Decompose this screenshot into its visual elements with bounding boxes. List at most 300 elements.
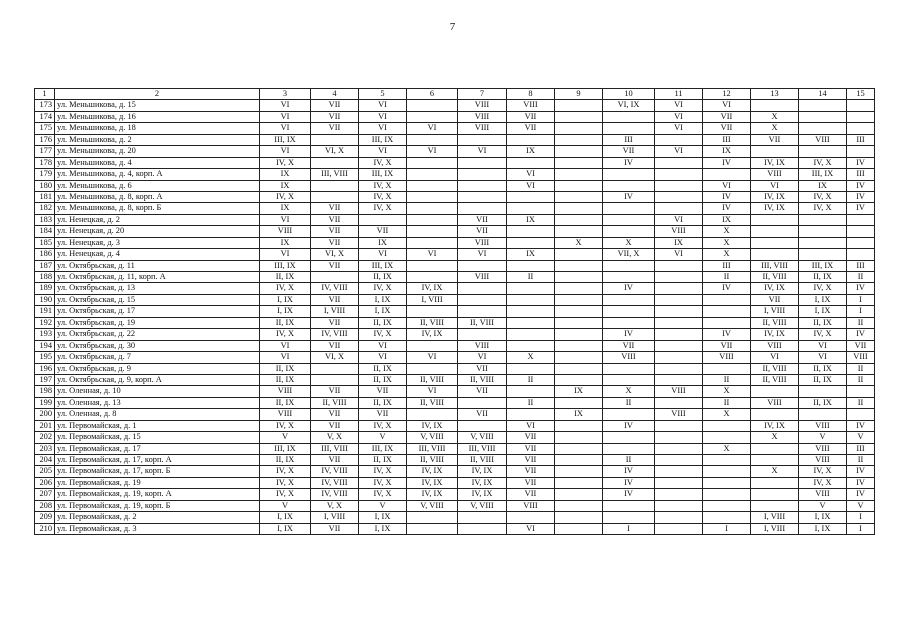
table-cell: 187 xyxy=(35,260,55,271)
table-cell: VIII xyxy=(603,352,655,363)
table-cell xyxy=(555,214,603,225)
table-cell: VII xyxy=(311,226,359,237)
table-cell xyxy=(555,455,603,466)
table-cell: VI xyxy=(507,180,555,191)
table-cell: IV, IX xyxy=(751,157,799,168)
table-cell xyxy=(751,237,799,248)
table-cell: IV xyxy=(603,477,655,488)
table-cell: VIII xyxy=(847,352,875,363)
table-cell: 194 xyxy=(35,340,55,351)
table-cell: 181 xyxy=(35,191,55,202)
table-cell: ул. Октябрьская, д. 22 xyxy=(55,329,260,340)
table-cell xyxy=(603,260,655,271)
table-cell xyxy=(458,180,507,191)
table-cell: II xyxy=(603,455,655,466)
table-cell: II, IX xyxy=(260,317,311,328)
table-cell xyxy=(507,157,555,168)
table-cell: 197 xyxy=(35,374,55,385)
table-cell: ул. Октябрьская, д. 17 xyxy=(55,306,260,317)
table-cell: VI xyxy=(507,169,555,180)
table-cell: IX xyxy=(260,203,311,214)
table-cell: VII xyxy=(751,294,799,305)
table-cell xyxy=(751,489,799,500)
table-row xyxy=(35,317,875,328)
table-cell: II xyxy=(847,317,875,328)
table-cell: ул. Первомайская, д. 17, корп. Б xyxy=(55,466,260,477)
table-cell xyxy=(655,523,703,534)
table-cell xyxy=(407,111,458,122)
table-cell xyxy=(847,214,875,225)
table-cell: IX xyxy=(555,409,603,420)
table-cell: 206 xyxy=(35,477,55,488)
table-cell: IV, X xyxy=(260,283,311,294)
table-cell: 184 xyxy=(35,226,55,237)
table-cell: ул. Оленная, д. 10 xyxy=(55,386,260,397)
table-cell: III xyxy=(703,134,751,145)
table-cell: I, IX xyxy=(359,512,407,523)
table-cell: ул. Ненецкая, д. 3 xyxy=(55,237,260,248)
table-cell xyxy=(751,214,799,225)
table-cell: II, VIII xyxy=(407,374,458,385)
table-cell: VII, X xyxy=(603,249,655,260)
table-cell: IV xyxy=(703,157,751,168)
table-cell: I xyxy=(703,523,751,534)
table-cell: IV, VIII xyxy=(311,477,359,488)
table-cell xyxy=(603,294,655,305)
column-header: 5 xyxy=(359,89,407,100)
table-cell: IV, IX xyxy=(407,420,458,431)
table-cell xyxy=(799,249,847,260)
table-cell xyxy=(655,203,703,214)
table-cell: II xyxy=(703,272,751,283)
table-cell: ул. Меньшикова, д. 4, корп. А xyxy=(55,169,260,180)
table-cell xyxy=(311,180,359,191)
table-cell: 198 xyxy=(35,386,55,397)
table-cell xyxy=(311,191,359,202)
table-cell: 186 xyxy=(35,249,55,260)
table-cell xyxy=(555,466,603,477)
table-cell xyxy=(751,409,799,420)
table-cell xyxy=(799,386,847,397)
table-cell: X xyxy=(751,111,799,122)
table-cell: VIII xyxy=(799,455,847,466)
table-cell xyxy=(655,306,703,317)
table-cell: 200 xyxy=(35,409,55,420)
table-row xyxy=(35,260,875,271)
table-cell: X xyxy=(507,352,555,363)
table-cell xyxy=(507,260,555,271)
table-cell xyxy=(555,432,603,443)
table-cell: 203 xyxy=(35,443,55,454)
table-cell: III, IX xyxy=(359,443,407,454)
table-cell xyxy=(407,214,458,225)
table-cell: I, IX xyxy=(359,306,407,317)
table-cell: IV xyxy=(603,191,655,202)
table-cell: VI, X xyxy=(311,352,359,363)
table-cell xyxy=(555,363,603,374)
table-row xyxy=(35,374,875,385)
table-cell xyxy=(555,329,603,340)
table-cell: VI xyxy=(359,100,407,111)
table-cell: II xyxy=(847,455,875,466)
table-cell: III, IX xyxy=(260,443,311,454)
table-cell xyxy=(847,249,875,260)
table-cell: VIII xyxy=(458,272,507,283)
table-cell: VI xyxy=(458,146,507,157)
table-cell xyxy=(555,169,603,180)
table-cell: VII xyxy=(311,100,359,111)
table-cell: VII xyxy=(703,123,751,134)
table-cell: VII xyxy=(311,111,359,122)
table-cell xyxy=(847,409,875,420)
table-row xyxy=(35,111,875,122)
table-cell xyxy=(655,352,703,363)
column-header: 14 xyxy=(799,89,847,100)
table-cell xyxy=(751,443,799,454)
table-cell: II xyxy=(603,397,655,408)
table-cell: IV, X xyxy=(359,283,407,294)
column-header: 1 xyxy=(35,89,55,100)
table-cell xyxy=(703,455,751,466)
table-cell: II, VIII xyxy=(458,374,507,385)
table-cell xyxy=(751,500,799,511)
table-row xyxy=(35,397,875,408)
table-cell: X xyxy=(703,237,751,248)
table-cell: II, IX xyxy=(260,272,311,283)
table-cell: IV, IX xyxy=(751,329,799,340)
table-cell xyxy=(603,180,655,191)
table-cell: X xyxy=(555,237,603,248)
table-cell: II, IX xyxy=(260,397,311,408)
table-cell: ул. Меньшикова, д. 6 xyxy=(55,180,260,191)
table-cell: 190 xyxy=(35,294,55,305)
table-cell: VIII xyxy=(751,169,799,180)
table-cell: IX xyxy=(260,237,311,248)
table-row xyxy=(35,226,875,237)
table-cell xyxy=(703,466,751,477)
table-cell xyxy=(847,111,875,122)
table-row xyxy=(35,420,875,431)
table-cell: II, VIII xyxy=(751,374,799,385)
table-cell: IV, X xyxy=(260,157,311,168)
table-cell xyxy=(458,420,507,431)
table-cell: ул. Первомайская, д. 19, корп. Б xyxy=(55,500,260,511)
table-cell: VII xyxy=(603,146,655,157)
table-cell: IV, X xyxy=(359,157,407,168)
table-cell: III, VIII xyxy=(407,443,458,454)
table-cell xyxy=(458,512,507,523)
table-cell: 196 xyxy=(35,363,55,374)
table-row xyxy=(35,249,875,260)
table-cell: ул. Октябрьская, д. 11 xyxy=(55,260,260,271)
table-cell xyxy=(507,226,555,237)
table-cell xyxy=(407,523,458,534)
table-cell xyxy=(655,443,703,454)
column-header: 7 xyxy=(458,89,507,100)
table-row xyxy=(35,500,875,511)
table-cell: IV, X xyxy=(260,477,311,488)
table-cell: III xyxy=(603,134,655,145)
table-cell: VII xyxy=(311,523,359,534)
table-cell xyxy=(603,443,655,454)
table-row xyxy=(35,214,875,225)
table-cell: VII xyxy=(507,111,555,122)
table-cell: 174 xyxy=(35,111,55,122)
table-cell: ул. Меньшикова, д. 8, корп. А xyxy=(55,191,260,202)
table-cell: IV, IX xyxy=(407,477,458,488)
table-row xyxy=(35,123,875,134)
table-cell: IV, X xyxy=(799,466,847,477)
table-cell: VI xyxy=(260,100,311,111)
table-cell: VIII xyxy=(458,340,507,351)
table-row xyxy=(35,180,875,191)
table-cell xyxy=(751,477,799,488)
column-header: 6 xyxy=(407,89,458,100)
table-cell xyxy=(603,123,655,134)
table-cell: IV, IX xyxy=(407,489,458,500)
table-cell: IV, X xyxy=(260,420,311,431)
table-cell: III, IX xyxy=(359,260,407,271)
table-cell: IV xyxy=(703,329,751,340)
table-cell xyxy=(555,443,603,454)
table-cell: 178 xyxy=(35,157,55,168)
table-cell xyxy=(311,157,359,168)
table-cell xyxy=(407,191,458,202)
table-cell: VII xyxy=(311,214,359,225)
table-cell xyxy=(555,283,603,294)
table-cell: X xyxy=(703,443,751,454)
table-cell: VII xyxy=(311,260,359,271)
table-cell xyxy=(847,386,875,397)
table-cell xyxy=(555,191,603,202)
table-cell: VI xyxy=(458,249,507,260)
table-cell: ул. Первомайская, д. 19 xyxy=(55,477,260,488)
table-cell: II, IX xyxy=(260,363,311,374)
table-cell: VII xyxy=(507,455,555,466)
table-row xyxy=(35,352,875,363)
table-cell: II, IX xyxy=(359,317,407,328)
table-cell: VII xyxy=(603,340,655,351)
table-cell: 208 xyxy=(35,500,55,511)
table-cell xyxy=(458,203,507,214)
table-cell: IV xyxy=(847,180,875,191)
table-cell: II xyxy=(847,363,875,374)
table-cell: VIII xyxy=(799,134,847,145)
table-cell: II xyxy=(847,397,875,408)
table-cell: IV xyxy=(703,191,751,202)
table-cell: ул. Октябрьская, д. 30 xyxy=(55,340,260,351)
table-cell: II xyxy=(507,397,555,408)
table-cell: ул. Первомайская, д. 1 xyxy=(55,420,260,431)
table-cell: I xyxy=(847,306,875,317)
table-cell xyxy=(603,432,655,443)
table-cell xyxy=(458,523,507,534)
table-cell: ул. Первомайская, д. 3 xyxy=(55,523,260,534)
table-cell: IV, IX xyxy=(751,420,799,431)
table-cell: II, VIII xyxy=(407,455,458,466)
table-cell xyxy=(507,340,555,351)
table-cell: III, IX xyxy=(359,169,407,180)
table-cell xyxy=(507,409,555,420)
table-cell xyxy=(507,191,555,202)
table-cell xyxy=(407,203,458,214)
table-cell: IV, X xyxy=(799,283,847,294)
table-cell: X xyxy=(603,386,655,397)
table-cell: VI xyxy=(260,352,311,363)
table-cell: III xyxy=(847,169,875,180)
table-cell: IV, VIII xyxy=(311,283,359,294)
table-cell xyxy=(655,489,703,500)
table-cell: VI, X xyxy=(311,146,359,157)
table-cell: IV xyxy=(847,157,875,168)
table-cell xyxy=(555,512,603,523)
table-cell xyxy=(751,386,799,397)
table-cell xyxy=(407,306,458,317)
table-cell: VII xyxy=(458,226,507,237)
table-row xyxy=(35,455,875,466)
table-cell: IX xyxy=(260,180,311,191)
table-cell: 183 xyxy=(35,214,55,225)
table-cell: VII xyxy=(359,226,407,237)
table-cell: VIII xyxy=(751,397,799,408)
table-cell: III, VIII xyxy=(458,443,507,454)
table-cell: VII xyxy=(507,466,555,477)
table-cell: ул. Меньшикова, д. 18 xyxy=(55,123,260,134)
table-header-row xyxy=(35,89,875,100)
table-cell: 202 xyxy=(35,432,55,443)
table-cell: VII xyxy=(359,386,407,397)
table-cell xyxy=(407,409,458,420)
table-cell: IV xyxy=(603,466,655,477)
table-cell: IV, X xyxy=(359,466,407,477)
table-cell xyxy=(311,363,359,374)
table-cell: IV, IX xyxy=(407,283,458,294)
table-cell: V, VIII xyxy=(407,500,458,511)
table-cell xyxy=(555,306,603,317)
table-cell: ул. Октябрьская, д. 13 xyxy=(55,283,260,294)
table-cell: VIII xyxy=(655,386,703,397)
table-cell: ул. Меньшикова, д. 8, корп. Б xyxy=(55,203,260,214)
table-cell: ул. Первомайская, д. 19, корп. А xyxy=(55,489,260,500)
table-cell: III xyxy=(847,260,875,271)
table-cell: III xyxy=(847,443,875,454)
table-cell: IV xyxy=(847,420,875,431)
table-cell: VI, IX xyxy=(603,100,655,111)
table-cell xyxy=(703,432,751,443)
table-cell xyxy=(655,157,703,168)
table-cell: III xyxy=(847,134,875,145)
table-cell xyxy=(751,455,799,466)
table-cell: VII xyxy=(311,317,359,328)
table-cell: ул. Меньшикова, д. 20 xyxy=(55,146,260,157)
table-cell xyxy=(847,146,875,157)
table-cell: IV, IX xyxy=(407,466,458,477)
table-cell xyxy=(703,363,751,374)
table-cell: V xyxy=(847,500,875,511)
table-cell xyxy=(603,111,655,122)
table-cell xyxy=(703,169,751,180)
table-cell: IV, X xyxy=(359,203,407,214)
table-cell xyxy=(311,272,359,283)
table-cell: VII xyxy=(311,409,359,420)
table-cell: VIII xyxy=(799,420,847,431)
table-cell xyxy=(311,374,359,385)
table-cell: VI xyxy=(655,111,703,122)
table-cell xyxy=(555,260,603,271)
table-cell: III, IX xyxy=(359,134,407,145)
table-cell xyxy=(603,214,655,225)
table-cell: V, X xyxy=(311,432,359,443)
table-cell xyxy=(507,317,555,328)
table-cell: VI xyxy=(703,180,751,191)
table-cell: IV, IX xyxy=(458,489,507,500)
table-cell: ул. Октябрьская, д. 11, корп. А xyxy=(55,272,260,283)
column-header: 15 xyxy=(847,89,875,100)
table-cell xyxy=(507,237,555,248)
table-cell: 201 xyxy=(35,420,55,431)
table-cell xyxy=(799,237,847,248)
table-cell xyxy=(703,512,751,523)
table-cell xyxy=(655,169,703,180)
table-cell: IV, X xyxy=(799,329,847,340)
table-cell: X xyxy=(751,466,799,477)
table-cell: VII xyxy=(507,443,555,454)
table-cell xyxy=(847,226,875,237)
table-cell xyxy=(555,249,603,260)
table-cell: VII xyxy=(507,489,555,500)
table-cell xyxy=(655,134,703,145)
table-cell: II xyxy=(507,374,555,385)
table-cell xyxy=(507,306,555,317)
column-header: 3 xyxy=(260,89,311,100)
table-cell: 210 xyxy=(35,523,55,534)
table-cell xyxy=(655,466,703,477)
table-cell: IX xyxy=(507,249,555,260)
table-cell: II, VIII xyxy=(751,272,799,283)
table-cell: VIII xyxy=(458,237,507,248)
table-row xyxy=(35,409,875,420)
table-cell: VII xyxy=(458,214,507,225)
table-cell: IV xyxy=(603,329,655,340)
column-header: 8 xyxy=(507,89,555,100)
table-cell: I, IX xyxy=(359,294,407,305)
table-cell: II, VIII xyxy=(458,455,507,466)
table-cell: VI xyxy=(260,146,311,157)
table-cell xyxy=(751,249,799,260)
table-row xyxy=(35,443,875,454)
table-cell: ул. Первомайская, д. 17 xyxy=(55,443,260,454)
table-cell: IX xyxy=(703,146,751,157)
table-cell xyxy=(603,500,655,511)
table-cell: IV, X xyxy=(359,477,407,488)
table-cell xyxy=(555,489,603,500)
table-cell: IV, X xyxy=(260,489,311,500)
table-cell: II, VIII xyxy=(311,397,359,408)
table-cell xyxy=(655,432,703,443)
table-cell xyxy=(458,283,507,294)
table-cell: IV, X xyxy=(799,203,847,214)
table-cell: IX xyxy=(799,180,847,191)
table-cell: VIII xyxy=(703,352,751,363)
table-cell xyxy=(311,134,359,145)
table-cell: VII xyxy=(311,455,359,466)
table-cell: 193 xyxy=(35,329,55,340)
table-cell: VIII xyxy=(655,409,703,420)
table-cell: II, VIII xyxy=(407,317,458,328)
table-cell: VI xyxy=(407,386,458,397)
table-cell: VIII xyxy=(260,226,311,237)
table-cell: VI xyxy=(407,146,458,157)
